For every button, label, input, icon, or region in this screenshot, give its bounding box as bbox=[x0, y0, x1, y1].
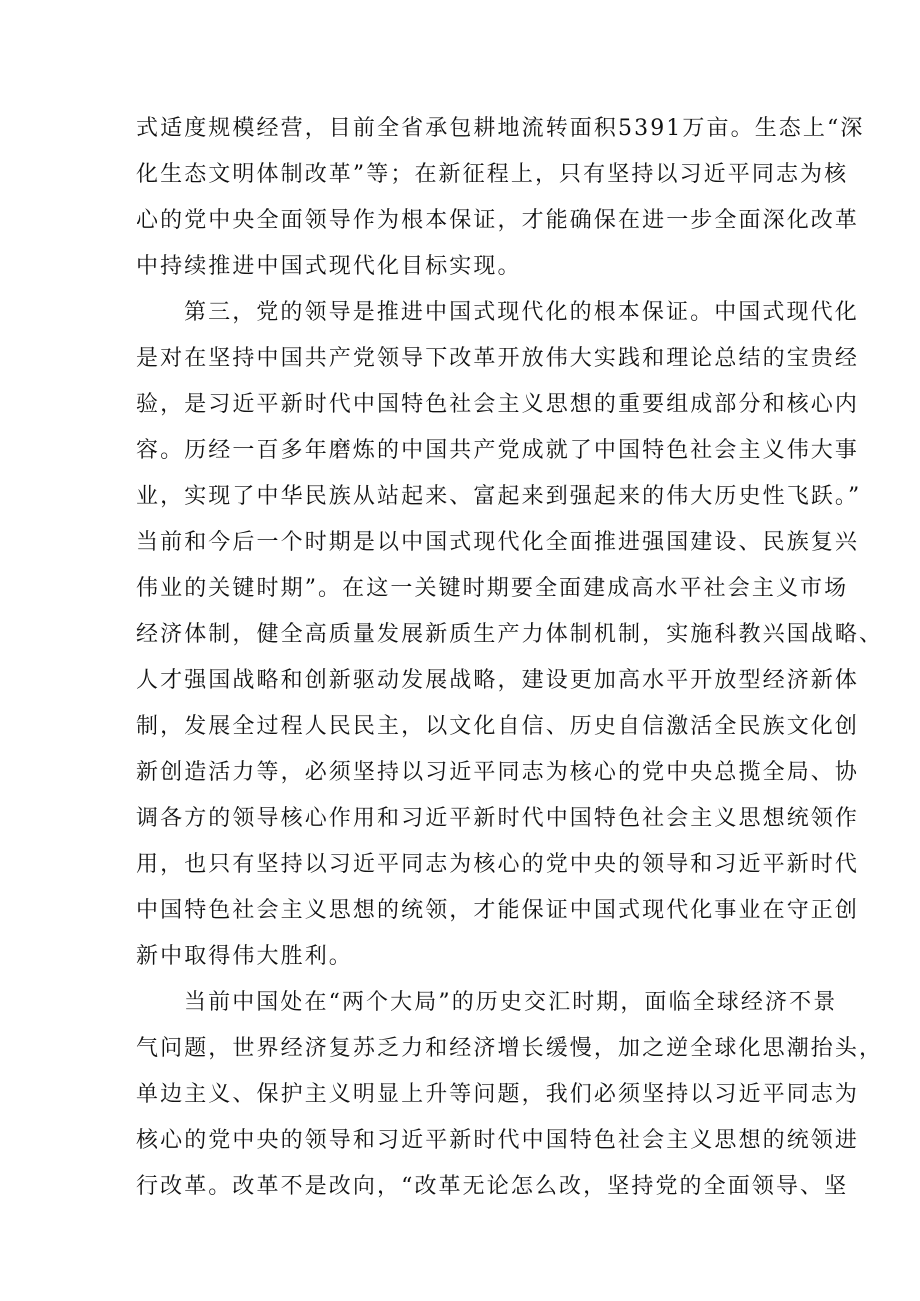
text-line: 调各方的领导核心作用和习近平新时代中国特色社会主义思想统领作 bbox=[136, 806, 860, 831]
text-line: 验，是习近平新时代中国特色社会主义思想的重要组成部分和核心内 bbox=[136, 392, 860, 417]
text-line: 气问题，世界经济复苏乏力和经济增长缓慢，加之逆全球化思潮抬头， bbox=[136, 1036, 884, 1061]
text-line: 单边主义、保护主义明显上升等问题，我们必须坚持以习近平同志为 bbox=[136, 1082, 860, 1107]
text-line: 行改革。改革不是改向，“改革无论怎么改，坚持党的全面领导、坚 bbox=[136, 1174, 849, 1199]
text-line: 当前和今后一个时期是以中国式现代化全面推进强国建设、民族复兴 bbox=[136, 530, 860, 555]
text-line: 新中取得伟大胜利。 bbox=[136, 944, 353, 969]
text-line: 是对在坚持中国共产党领导下改革开放伟大实践和理论总结的宝贵经 bbox=[136, 346, 860, 371]
document-body bbox=[136, 106, 884, 1210]
paragraph-2 bbox=[136, 290, 884, 980]
text-line: 容。历经一百多年磨炼的中国共产党成就了中国特色社会主义伟大事 bbox=[136, 438, 860, 463]
text-line: 心的党中央全面领导作为根本保证，才能确保在进一步全面深化改革 bbox=[136, 208, 860, 233]
paragraph-1 bbox=[136, 106, 865, 290]
text-line: 制，发展全过程人民民主，以文化自信、历史自信激活全民族文化创 bbox=[136, 714, 860, 739]
text-line: 第三，党的领导是推进中国式现代化的根本保证。中国式现代化 bbox=[184, 300, 859, 325]
text-line: 当前中国处在“两个大局”的历史交汇时期，面临全球经济不景 bbox=[184, 990, 838, 1015]
text-line: 人才强国战略和创新驱动发展战略，建设更加高水平开放型经济新体 bbox=[136, 668, 860, 693]
text-line: 化生态文明体制改革”等；在新征程上，只有坚持以习近平同志为核 bbox=[136, 162, 849, 187]
text-line: 核心的党中央的领导和习近平新时代中国特色社会主义思想的统领进 bbox=[136, 1128, 860, 1153]
paragraph-3 bbox=[136, 980, 884, 1210]
text-line: 经济体制，健全高质量发展新质生产力体制机制，实施科教兴国战略、 bbox=[136, 622, 884, 647]
text-line: 伟业的关键时期”。在这一关键时期要全面建成高水平社会主义市场 bbox=[136, 576, 849, 601]
text-line: 用，也只有坚持以习近平同志为核心的党中央的领导和习近平新时代 bbox=[136, 852, 860, 877]
text-line: 业，实现了中华民族从站起来、富起来到强起来的伟大历史性飞跃。” bbox=[136, 484, 862, 509]
text-line: 式适度规模经营，目前全省承包耕地流转面积5391万亩。生态上“深 bbox=[136, 116, 865, 141]
text-line: 中持续推进中国式现代化目标实现。 bbox=[136, 254, 522, 279]
text-line: 新创造活力等，必须坚持以习近平同志为核心的党中央总揽全局、协 bbox=[136, 760, 860, 785]
text-line: 中国特色社会主义思想的统领，才能保证中国式现代化事业在守正创 bbox=[136, 898, 860, 923]
